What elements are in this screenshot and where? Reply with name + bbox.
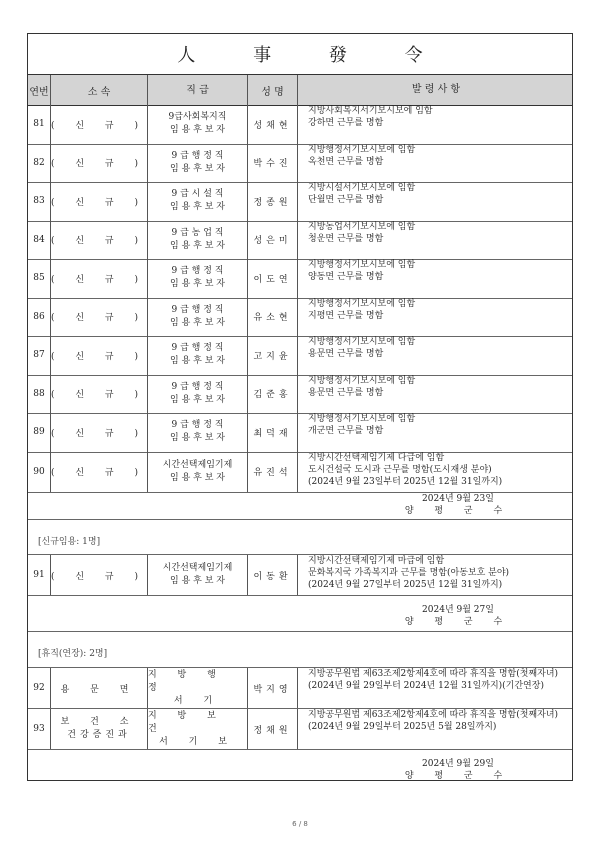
row-order — [297, 452, 574, 492]
order-line: 용문면 근무를 명함 — [308, 349, 384, 359]
date-3: 2024년 9월 29일 — [422, 759, 494, 769]
grade-line-1: 9 급 행 정 직 — [171, 304, 224, 315]
row-order — [297, 336, 574, 375]
grade-line-1: 9 급 시 설 직 — [171, 189, 224, 200]
row-num: 90 — [33, 466, 45, 477]
section-label-2: [휴직(연장): 2명] — [38, 649, 108, 659]
order-line: (2024년 9월 29일부터 2025년 5월 28일까지) — [308, 722, 497, 732]
order-line: 강하면 근무를 명함 — [308, 118, 384, 128]
row-dept: ( 신 규 ) — [50, 144, 147, 183]
row-order — [297, 298, 574, 337]
order-line: 지방행정서기보시보에 임함 — [308, 375, 416, 386]
table-header — [28, 74, 572, 106]
row-order — [297, 221, 574, 260]
row-num: 87 — [33, 350, 45, 361]
grade-line-1: 9 급 행 정 직 — [171, 381, 224, 392]
row-dept: ( 신 규 ) — [50, 259, 147, 298]
row-dept: ( 신 규 ) — [50, 182, 147, 221]
row-dept: ( 신 규 ) — [50, 452, 147, 492]
grade-line-2: 임 용 후 보 자 — [170, 163, 225, 174]
row-num: 91 — [33, 570, 45, 580]
row-dept: 용 문 면 — [50, 668, 147, 708]
date-block-1 — [28, 489, 572, 519]
row-grade — [147, 336, 247, 375]
grade-line-2: 임 용 후 보 자 — [170, 394, 225, 405]
table-row — [28, 709, 572, 750]
row-grade — [147, 709, 247, 749]
order-line: 개군면 근무를 명함 — [308, 426, 384, 436]
grade-line-1: 9 급 농 업 직 — [171, 227, 224, 238]
divider — [28, 519, 572, 520]
grade-line-2: 임 용 후 보 자 — [170, 202, 225, 213]
row-dept: ( 신 규 ) — [50, 413, 147, 452]
row-grade — [147, 144, 247, 183]
order-line: 지방시간선택제임기제 다급에 임함 — [308, 452, 445, 463]
order-line: (2024년 9월 23일부터 2025년 12월 31일까지) — [308, 476, 503, 487]
date-block-2 — [28, 600, 572, 630]
order-line: 지방행정서기보시보에 임함 — [308, 337, 416, 347]
row-order — [297, 413, 574, 452]
row-num: 82 — [33, 157, 45, 168]
grade-line-1: 시간선택제임기제 — [162, 459, 233, 470]
table-row — [28, 375, 572, 415]
row-grade — [147, 413, 247, 452]
table-row — [28, 182, 572, 222]
table-row — [28, 668, 572, 709]
row-dept — [50, 709, 147, 749]
row-name: 이도연 — [247, 259, 297, 298]
row-order — [297, 555, 574, 595]
order-line: 양동면 근무를 명함 — [308, 272, 384, 282]
header-dept: 소 속 — [50, 75, 147, 105]
signer-3: 양 평 군 수 — [404, 771, 512, 781]
grade-line-2: 임 용 후 보 자 — [170, 279, 225, 290]
order-line: 문화복지국 가족복지과 근무를 명함(아동보호 분야) — [308, 568, 510, 578]
row-grade — [147, 221, 247, 260]
row-name: 정채원 — [247, 709, 297, 749]
row-name: 이동환 — [247, 555, 297, 595]
row-num: 85 — [33, 273, 45, 284]
row-name: 고지윤 — [247, 336, 297, 375]
header-num: 연번 — [29, 86, 49, 98]
row-num: 89 — [33, 427, 45, 438]
row-grade — [147, 259, 247, 298]
section-label-1: [신규임용: 1명] — [38, 537, 101, 547]
grade-line-1: 9 급 행 정 직 — [171, 343, 224, 354]
row-grade — [147, 375, 247, 414]
row-grade — [147, 452, 247, 492]
row-name: 최덕재 — [247, 413, 297, 452]
dept-line-2: 건강증진과 — [67, 730, 131, 740]
order-line: 지방행정서기보시보에 임함 — [308, 144, 416, 155]
row-dept: ( 신 규 ) — [50, 105, 147, 144]
order-line: 지방행정서기보시보에 임함 — [308, 260, 416, 270]
row-order — [297, 375, 574, 414]
row-name: 김준홍 — [247, 375, 297, 414]
order-line: 단월면 근무를 명함 — [308, 195, 384, 205]
header-name: 성 명 — [247, 75, 297, 105]
document-frame — [27, 33, 573, 781]
row-num: 93 — [33, 724, 45, 734]
order-line: 지방시설서기보시보에 임함 — [308, 183, 416, 193]
order-line: 지방행정서기보시보에 임함 — [308, 298, 416, 309]
grade-line-2: 임 용 후 보 자 — [170, 317, 225, 328]
table-row — [28, 144, 572, 184]
order-line: 옥천면 근무를 명함 — [308, 156, 384, 167]
grade-line-2: 임 용 후 보 자 — [170, 433, 225, 444]
order-line: 지방사회복지서기보시보에 임함 — [308, 106, 433, 116]
order-line: 지방공무원법 제63조제2항제4호에 따라 휴직을 명함(첫째자녀) — [308, 669, 559, 679]
order-line: 지방행정서기보시보에 임함 — [308, 414, 416, 424]
date-block-3 — [28, 754, 572, 782]
page-title: 人 事 發 令 — [177, 45, 449, 66]
table-row — [28, 259, 572, 299]
header-order: 발 령 사 항 — [297, 75, 574, 105]
row-name: 정종원 — [247, 182, 297, 221]
date-1: 2024년 9월 23일 — [422, 494, 494, 504]
header-grade: 직 급 — [147, 75, 247, 105]
row-dept: ( 신 규 ) — [50, 221, 147, 260]
order-line: 지방공무원법 제63조제2항제4호에 따라 휴직을 명함(첫째자녀) — [308, 710, 559, 720]
row-grade — [147, 555, 247, 595]
table-row — [28, 105, 572, 145]
row-num: 83 — [33, 196, 45, 207]
row-order — [297, 182, 574, 221]
grade-line-1: 지 방 보 건 — [148, 710, 225, 734]
table-row — [28, 298, 572, 338]
grade-line-2: 임 용 후 보 자 — [170, 356, 225, 367]
row-name: 성채현 — [247, 105, 297, 144]
table-row — [28, 452, 572, 493]
grade-line-1: 지 방 행 정 — [148, 669, 225, 693]
row-num: 88 — [33, 388, 45, 399]
row-name: 성은미 — [247, 221, 297, 260]
signer-2: 양 평 군 수 — [404, 617, 512, 627]
order-line: 용문면 근무를 명함 — [308, 387, 384, 398]
grade-line-2: 서 기 보 — [159, 736, 236, 747]
signer-1: 양 평 군 수 — [404, 506, 512, 516]
grade-line-1: 9 급 행 정 직 — [171, 150, 224, 161]
row-order — [297, 259, 574, 298]
row-num: 84 — [33, 234, 45, 245]
row-grade — [147, 105, 247, 144]
row-dept: ( 신 규 ) — [50, 336, 147, 375]
row-name: 유소현 — [247, 298, 297, 337]
grade-line-1: 시간선택제임기제 — [162, 563, 233, 573]
order-line: 지방농업서기보시보에 임함 — [308, 221, 416, 232]
row-num: 92 — [33, 683, 45, 693]
grade-line-1: 9 급 행 정 직 — [171, 266, 224, 277]
row-dept: ( 신 규 ) — [50, 555, 147, 595]
order-line: 지방시간선택제임기제 마급에 임함 — [308, 556, 445, 566]
grade-line-2: 임 용 후 보 자 — [170, 240, 225, 251]
date-2: 2024년 9월 27일 — [422, 605, 494, 615]
table-row — [28, 413, 572, 453]
row-num: 81 — [33, 119, 45, 130]
row-order — [297, 668, 574, 708]
row-order — [297, 144, 574, 183]
table-row — [28, 336, 572, 376]
row-dept: ( 신 규 ) — [50, 298, 147, 337]
row-dept: ( 신 규 ) — [50, 375, 147, 414]
grade-line-2: 임 용 후 보 자 — [170, 472, 225, 483]
row-grade — [147, 668, 247, 708]
row-name: 유진석 — [247, 452, 297, 492]
order-line: 청운면 근무를 명함 — [308, 233, 384, 244]
row-order — [297, 105, 574, 144]
grade-line-2: 임 용 후 보 자 — [170, 576, 225, 586]
grade-line-1: 9 급 행 정 직 — [171, 420, 224, 431]
grade-line-1: 9급사회복지직 — [168, 112, 227, 123]
row-grade — [147, 298, 247, 337]
order-line: (2024년 9월 27일부터 2025년 12월 31일까지) — [308, 580, 503, 590]
row-num: 86 — [33, 311, 45, 322]
row-name: 박수진 — [247, 144, 297, 183]
order-line: 지평면 근무를 명함 — [308, 310, 384, 321]
row-grade — [147, 182, 247, 221]
row-order — [297, 709, 574, 749]
divider — [28, 631, 572, 632]
order-line: 도시건설국 도시과 근무를 명함(도시재생 분야) — [308, 464, 492, 475]
table-row — [28, 221, 572, 261]
grade-line-2: 서 기 — [173, 695, 222, 706]
order-line: (2024년 9월 29일부터 2024년 12월 31일까지)(기간연장) — [308, 681, 544, 691]
row-name: 박지영 — [247, 668, 297, 708]
grade-line-2: 임 용 후 보 자 — [170, 125, 225, 136]
page-number: 6 / 8 — [292, 820, 308, 828]
table-row — [28, 555, 572, 596]
dept-line-1: 보 건 소 — [60, 717, 138, 727]
